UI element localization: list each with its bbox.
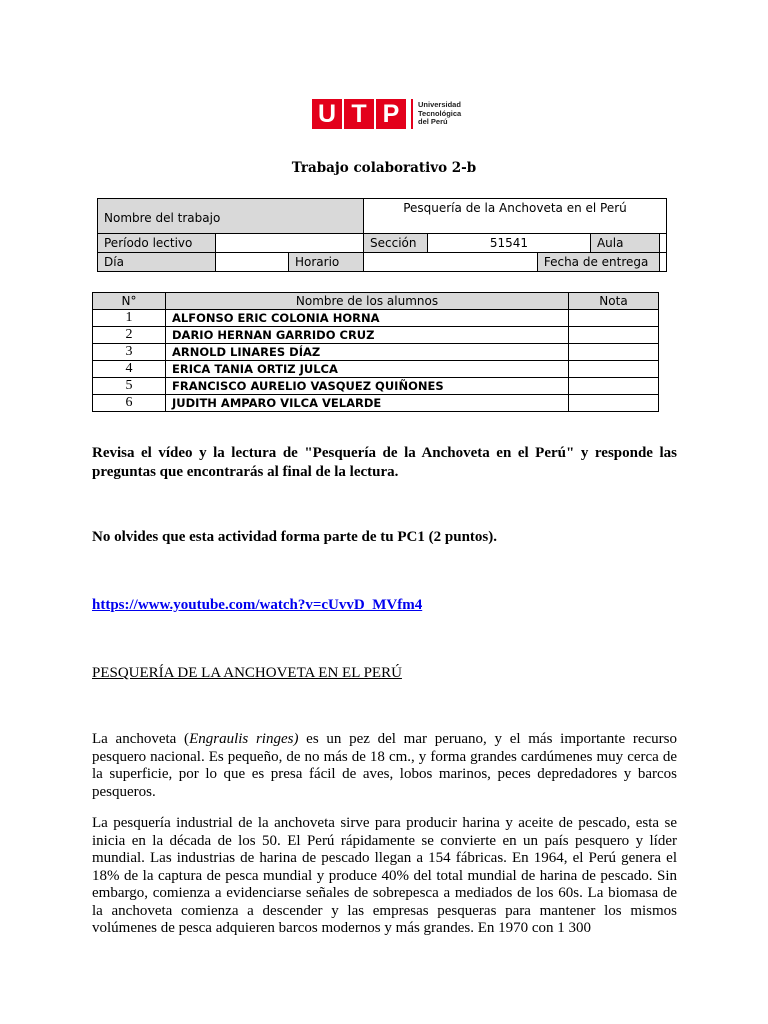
row-number: 6 — [93, 395, 166, 412]
day-label: Día — [98, 253, 216, 272]
info-table — [97, 198, 667, 272]
student-grade — [569, 327, 659, 344]
student-grade — [569, 395, 659, 412]
row-number: 4 — [93, 361, 166, 378]
utp-logo — [312, 99, 461, 129]
instructions-text: Revisa el vídeo y la lectura de "Pesquería de la Anchoveta en el Perú" y responde las preguntas que encontrarás al final de la lectura. — [92, 445, 677, 480]
schedule-label: Horario — [289, 253, 364, 272]
scientific-name: Engraulis ringes) — [189, 731, 299, 747]
student-name: DARIO HERNAN GARRIDO CRUZ — [166, 327, 569, 344]
header-student-name: Nombre de los alumnos — [166, 293, 569, 310]
logo-letter-p: P — [376, 99, 406, 129]
student-grade — [569, 361, 659, 378]
section-label: Sección — [364, 234, 428, 253]
logo-line-3: del Perú — [418, 117, 448, 127]
aula-label: Aula — [590, 234, 659, 253]
row-number: 3 — [93, 344, 166, 361]
table-row — [93, 310, 659, 327]
student-grade — [569, 378, 659, 395]
student-grade — [569, 344, 659, 361]
paragraph-1 — [92, 731, 677, 801]
row-number: 2 — [93, 327, 166, 344]
section-value: 51541 — [428, 234, 591, 253]
period-value — [216, 234, 364, 253]
table-row — [93, 395, 659, 412]
header-number: N° — [93, 293, 166, 310]
section-heading: PESQUERÍA DE LA ANCHOVETA EN EL PERÚ — [92, 665, 402, 681]
header-grade: Nota — [569, 293, 659, 310]
day-value — [216, 253, 289, 272]
table-row — [93, 344, 659, 361]
student-name: FRANCISCO AURELIO VASQUEZ QUIÑONES — [166, 378, 569, 395]
work-name-value: Pesquería de la Anchoveta en el Perú — [364, 199, 667, 234]
document-title: Trabajo colaborativo 2-b — [291, 160, 477, 176]
paragraph-1-rest: es un pez del mar peruano, y el más importante recurso pesquero nacional. Es pequeño, de no más de 18 cm., y forma grandes cardúmenes muy cerca de la superficie, por lo que es presa fácil de aves, lobos marinos, peces depredadores y barcos pesqueros. — [92, 731, 677, 800]
logo-letter-t: T — [344, 99, 374, 129]
period-label: Período lectivo — [98, 234, 216, 253]
paragraph-2: La pesquería industrial de la anchoveta sirve para producir harina y aceite de pescado, esta se inicia en la década de los 50. El Perú rápidamente se convierte en un país pesquero y líder mundial. Las industrias de harina de pescado llegan a 154 fábricas. En 1964, el Perú genera el 18% de la captura de pesca mundial y produce 40% del total mundial de harina de pescado. Sin embargo, comienza a evidenciarse señales de sobrepesca a mediados de los 60s. La biomasa de la anchoveta comienza a descender y las empresas pesqueras para mantener los mismos volúmenes de pesca adquieren barcos modernos y más grandes. En 1970 con 1 300 — [92, 815, 677, 936]
reminder-text: No olvides que esta actividad forma parte de tu PC1 (2 puntos). — [92, 529, 497, 545]
logo-university-name — [418, 101, 461, 127]
work-name-label: Nombre del trabajo — [98, 199, 364, 234]
table-row — [93, 327, 659, 344]
due-date-label: Fecha de entrega — [537, 253, 659, 272]
video-link[interactable]: https://www.youtube.com/watch?v=cUvvD_MVfm4 — [92, 597, 423, 613]
due-date-value — [659, 253, 666, 272]
row-number: 5 — [93, 378, 166, 395]
logo-line-1: Universidad — [418, 100, 461, 110]
student-name: JUDITH AMPARO VILCA VELARDE — [166, 395, 569, 412]
table-row — [93, 361, 659, 378]
row-number: 1 — [93, 310, 166, 327]
logo-line-2: Tecnológica — [418, 108, 462, 118]
student-name: ALFONSO ERIC COLONIA HORNA — [166, 310, 569, 327]
table-row — [93, 378, 659, 395]
schedule-value — [364, 253, 538, 272]
student-grade — [569, 310, 659, 327]
paragraph-1-start: La anchoveta ( — [92, 731, 190, 747]
logo-divider — [411, 99, 413, 129]
student-name: ARNOLD LINARES DÍAZ — [166, 344, 569, 361]
students-table — [92, 292, 659, 412]
logo-letter-u: U — [312, 99, 342, 129]
aula-value — [659, 234, 666, 253]
student-name: ERICA TANIA ORTIZ JULCA — [166, 361, 569, 378]
